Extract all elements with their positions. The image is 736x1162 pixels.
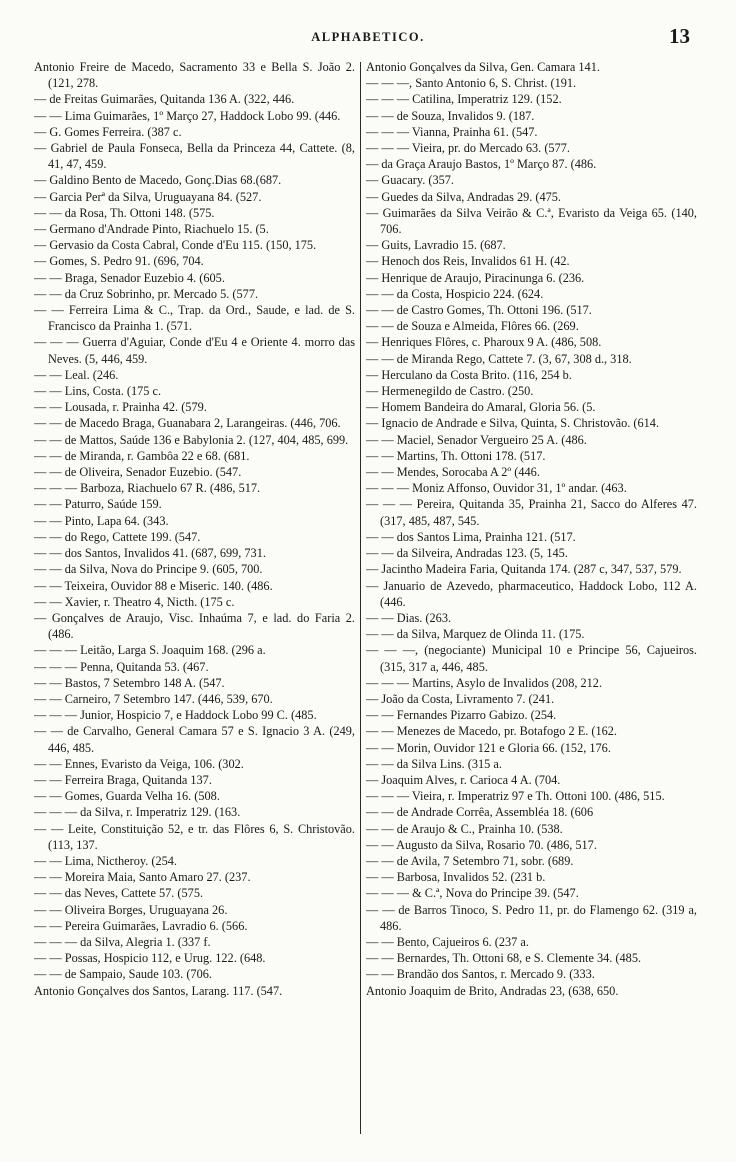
directory-entry: — — —, Santo Antonio 6, S. Christ. (191. xyxy=(366,76,577,91)
directory-entry: — — de Miranda Rego, Cattete 7. (3, 67, 308 d., 318. xyxy=(366,351,632,366)
directory-entry: — — da Cruz Sobrinho, pr. Mercado 5. (577. xyxy=(34,286,259,301)
directory-entry: — — Lima, Nictheroy. (254. xyxy=(34,853,177,868)
directory-entry: — — — Penna, Quitanda 53. (467. xyxy=(34,659,209,674)
directory-entry: — Januario de Azevedo, pharmaceutico, Haddock Lobo, 112 A. (446. xyxy=(366,578,697,609)
directory-entry: — — de Barros Tinoco, S. Pedro 11, pr. do Flamengo 62. (319 a, 486. xyxy=(366,902,697,933)
directory-entry: — — Bernardes, Th. Ottoni 68, e S. Clemente 34. (485. xyxy=(366,951,642,966)
directory-entry: — Henriques Flôres, c. Pharoux 9 A. (486, 508. xyxy=(366,335,602,350)
directory-entry: — Garcia Perª da Silva, Uruguayana 84. (527. xyxy=(34,189,262,204)
directory-entry: — — de Andrade Corrêa, Assembléa 18. (606 xyxy=(366,805,594,820)
directory-entry: — Germano d'Andrade Pinto, Riachuelo 15. (5. xyxy=(34,222,269,237)
directory-entry: — — — Pereira, Quitanda 35, Prainha 21, Sacco do Alferes 47. (317, 485, 487, 545. xyxy=(366,497,697,528)
directory-entry: — — de Macedo Braga, Guanabara 2, Larangeiras. (446, 706. xyxy=(34,416,341,431)
directory-entry: — — de Miranda, r. Gambôa 22 e 68. (681. xyxy=(34,448,250,463)
running-title: ALPHABETICO. xyxy=(311,30,425,44)
directory-entry: — — da Rosa, Th. Ottoni 148. (575. xyxy=(34,205,215,220)
directory-entry: — — Dias. (263. xyxy=(366,610,452,625)
directory-entry: — — Lima Guimarães, 1º Março 27, Haddock Lobo 99. (446. xyxy=(34,108,341,123)
directory-entry: — — da Silva Lins. (315 a. xyxy=(366,756,502,771)
directory-entry: — Gonçalves de Araujo, Visc. Inhaúma 7, e lad. do Faria 2. (486. xyxy=(34,610,355,642)
directory-entry: — Gervasio da Costa Cabral, Conde d'Eu 115. (150, 175. xyxy=(34,238,317,253)
directory-entry: — — — Vieira, r. Imperatriz 97 e Th. Ottoni 100. (486, 515. xyxy=(366,789,665,804)
directory-entry: — — Martins, Th. Ottoni 178. (517. xyxy=(366,448,546,463)
directory-entry: — — Mendes, Sorocaba A 2º (446. xyxy=(366,465,540,480)
directory-entry: — — Bento, Cajueiros 6. (237 a. xyxy=(366,934,529,949)
directory-entry: — Gomes, S. Pedro 91. (696, 704. xyxy=(34,254,204,269)
directory-entry: — Guedes da Silva, Andradas 29. (475. xyxy=(366,189,562,204)
directory-entry: — — — Guerra d'Aguiar, Conde d'Eu 4 e Oriente 4. morro das Neves. (5, 446, 459. xyxy=(34,335,355,366)
directory-entry: — — Pinto, Lapa 64. (343. xyxy=(34,513,169,528)
directory-entry: — — da Silveira, Andradas 123. (5, 145. xyxy=(366,546,568,561)
directory-entry: — Jacintho Madeira Faria, Quitanda 174. (287 c, 347, 537, 579. xyxy=(366,562,682,577)
directory-entry: — — Moreira Maia, Santo Amaro 27. (237. xyxy=(34,870,251,885)
directory-entry: Antonio Gonçalves da Silva, Gen. Camara 141. xyxy=(366,60,600,74)
directory-entry: — — Ferreira Braga, Quitanda 137. xyxy=(34,772,212,787)
directory-entry: — — — Junior, Hospicio 7, e Haddock Lobo 99 C. (485. xyxy=(34,708,317,723)
directory-entry: — — Oliveira Borges, Uruguayana 26. xyxy=(34,902,228,917)
directory-entry: — — Lousada, r. Prainha 42. (579. xyxy=(34,400,207,415)
directory-entry: — — Possas, Hospicio 112, e Urug. 122. (648. xyxy=(34,951,266,966)
directory-entry: — Hermenegildo de Castro. (250. xyxy=(366,384,534,399)
directory-entry: — — Brandão dos Santos, r. Mercado 9. (333. xyxy=(366,967,595,982)
directory-entry: — — — Barboza, Riachuelo 67 R. (486, 517. xyxy=(34,481,261,496)
directory-entry: — — das Neves, Cattete 57. (575. xyxy=(34,886,204,901)
directory-entry: — Henrique de Araujo, Piracinunga 6. (236. xyxy=(366,270,585,285)
directory-entry: — — da Costa, Hospicio 224. (624. xyxy=(366,286,544,301)
directory-entry: — — dos Santos Lima, Prainha 121. (517. xyxy=(366,529,576,544)
directory-entry: — — Lins, Costa. (175 c. xyxy=(34,384,162,399)
directory-entry: — Ignacio de Andrade e Silva, Quinta, S. Christovão. (614. xyxy=(366,416,660,431)
page-header xyxy=(0,24,736,50)
directory-entry: — — Xavier, r. Theatro 4, Nicth. (175 c. xyxy=(34,594,235,609)
right-column xyxy=(366,59,697,1139)
directory-entry: — — — da Silva, r. Imperatriz 129. (163. xyxy=(34,805,241,820)
directory-entry: — — Fernandes Pizarro Gabizo. (254. xyxy=(366,708,557,723)
directory-entry: Antonio Joaquim de Brito, Andradas 23, (638, 650. xyxy=(366,983,619,998)
left-column xyxy=(34,59,355,1139)
directory-entry: — — —, (negociante) Municipal 10 e Principe 56, Cajueiros. (315, 317 a, 446, 485. xyxy=(366,643,697,674)
directory-entry: — — Carneiro, 7 Setembro 147. (446, 539, 670. xyxy=(34,691,273,706)
directory-entry: — — — Catilina, Imperatriz 129. (152. xyxy=(366,92,562,107)
directory-entry: Antonio Gonçalves dos Santos, Larang. 117. (547. xyxy=(34,983,283,998)
directory-entry: — João da Costa, Livramento 7. (241. xyxy=(366,691,555,706)
directory-entry: — — de Castro Gomes, Th. Ottoni 196. (517. xyxy=(366,303,592,318)
directory-entry: — Gabriel de Paula Fonseca, Bella da Princeza 44, Cattete. (8, 41, 47, 459. xyxy=(34,141,355,172)
directory-entry: — Homem Bandeira do Amaral, Gloria 56. (5. xyxy=(366,400,596,415)
directory-entry: — — de Araujo & C., Prainha 10. (538. xyxy=(366,821,563,836)
directory-entry: — — Augusto da Silva, Rosario 70. (486, 517. xyxy=(366,837,597,852)
directory-entry: — — de Carvalho, General Camara 57 e S. Ignacio 3 A. (249, 446, 485. xyxy=(34,724,355,755)
directory-entry: — — Menezes de Macedo, pr. Botafogo 2 E. (162. xyxy=(366,724,617,739)
directory-entry: — — Barbosa, Invalidos 52. (231 b. xyxy=(366,870,546,885)
directory-entry: — — de Souza, Invalidos 9. (187. xyxy=(366,108,535,123)
page-number: 13 xyxy=(669,24,690,48)
directory-entry: — G. Gomes Ferreira. (387 c. xyxy=(34,124,182,139)
directory-entry: — — do Rego, Cattete 199. (547. xyxy=(34,529,201,544)
directory-entry: — — dos Santos, Invalidos 41. (687, 699, 731. xyxy=(34,546,266,561)
directory-entry: — — de Avila, 7 Setembro 71, sobr. (689. xyxy=(366,853,574,868)
directory-entry: — — de Oliveira, Senador Euzebio. (547. xyxy=(34,465,242,480)
directory-entry: — — — da Silva, Alegria 1. (337 f. xyxy=(34,934,211,949)
directory-entry: — Henoch dos Reis, Invalidos 61 H. (42. xyxy=(366,254,570,269)
directory-entry: — — de Souza e Almeida, Flôres 66. (269. xyxy=(366,319,579,334)
directory-entry: — — — Leitão, Larga S. Joaquim 168. (296 a. xyxy=(34,643,266,658)
directory-entry: Antonio Freire de Macedo, Sacramento 33 e Bella S. João 2. (121, 278. xyxy=(34,60,355,91)
directory-entry: — — da Silva, Nova do Principe 9. (605, 700. xyxy=(34,562,263,577)
directory-entry: — — Braga, Senador Euzebio 4. (605. xyxy=(34,270,225,285)
directory-entry: — — Leite, Constituição 52, e tr. das Flôres 6, S. Christovão. (113, 137. xyxy=(34,821,355,852)
directory-entry: — — da Silva, Marquez de Olinda 11. (175. xyxy=(366,627,585,642)
directory-entry: — Guimarães da Silva Veirão & C.ª, Evaristo da Veiga 65. (140, 706. xyxy=(366,205,697,237)
directory-entry: — Galdino Bento de Macedo, Gonç.Dias 68.(687. xyxy=(34,173,282,188)
directory-entry: — — — Vianna, Prainha 61. (547. xyxy=(366,124,538,139)
directory-entry: — — Morin, Ouvidor 121 e Gloria 66. (152, 176. xyxy=(366,740,611,755)
directory-entry: — — Gomes, Guarda Velha 16. (508. xyxy=(34,789,220,804)
directory-entry: — Guits, Lavradio 15. (687. xyxy=(366,238,506,253)
directory-entry: — — Ennes, Evaristo da Veiga, 106. (302. xyxy=(34,756,244,771)
directory-entry: — — Pereira Guimarães, Lavradio 6. (566. xyxy=(34,918,248,933)
directory-entry: — da Graça Araujo Bastos, 1º Março 87. (486. xyxy=(366,157,597,172)
directory-entry: — — — Moniz Affonso, Ouvidor 31, 1º andar. (463. xyxy=(366,481,627,496)
directory-entry: — — Ferreira Lima & C., Trap. da Ord., Saude, e lad. de S. Francisco da Prainha 1. (571. xyxy=(34,303,355,334)
directory-entry: — — — Vieira, pr. do Mercado 63. (577. xyxy=(366,141,570,156)
directory-entry: — — de Sampaio, Saude 103. (706. xyxy=(34,967,212,982)
directory-entry: — — de Mattos, Saúde 136 e Babylonia 2. (127, 404, 485, 699. xyxy=(34,432,349,447)
directory-entry: — — Maciel, Senador Vergueiro 25 A. (486. xyxy=(366,432,587,447)
directory-entry: — — — & C.ª, Nova do Principe 39. (547. xyxy=(366,886,579,901)
directory-entry: — Guacary. (357. xyxy=(366,173,454,188)
directory-entry: — — — Martins, Asylo de Invalidos (208, 212. xyxy=(366,675,603,690)
directory-entry: — — Teixeira, Ouvidor 88 e Miseric. 140. (486. xyxy=(34,578,273,593)
directory-entry: — — Bastos, 7 Setembro 148 A. (547. xyxy=(34,675,225,690)
directory-entry: — — Paturro, Saúde 159. xyxy=(34,497,162,512)
column-divider xyxy=(360,62,361,1134)
directory-entry: — — Leal. (246. xyxy=(34,367,119,382)
directory-entry: — Herculano da Costa Brito. (116, 254 b. xyxy=(366,367,572,382)
directory-entry: — de Freitas Guimarães, Quitanda 136 A. (322, 446. xyxy=(34,92,295,107)
directory-entry: — Joaquim Alves, r. Carioca 4 A. (704. xyxy=(366,772,561,787)
